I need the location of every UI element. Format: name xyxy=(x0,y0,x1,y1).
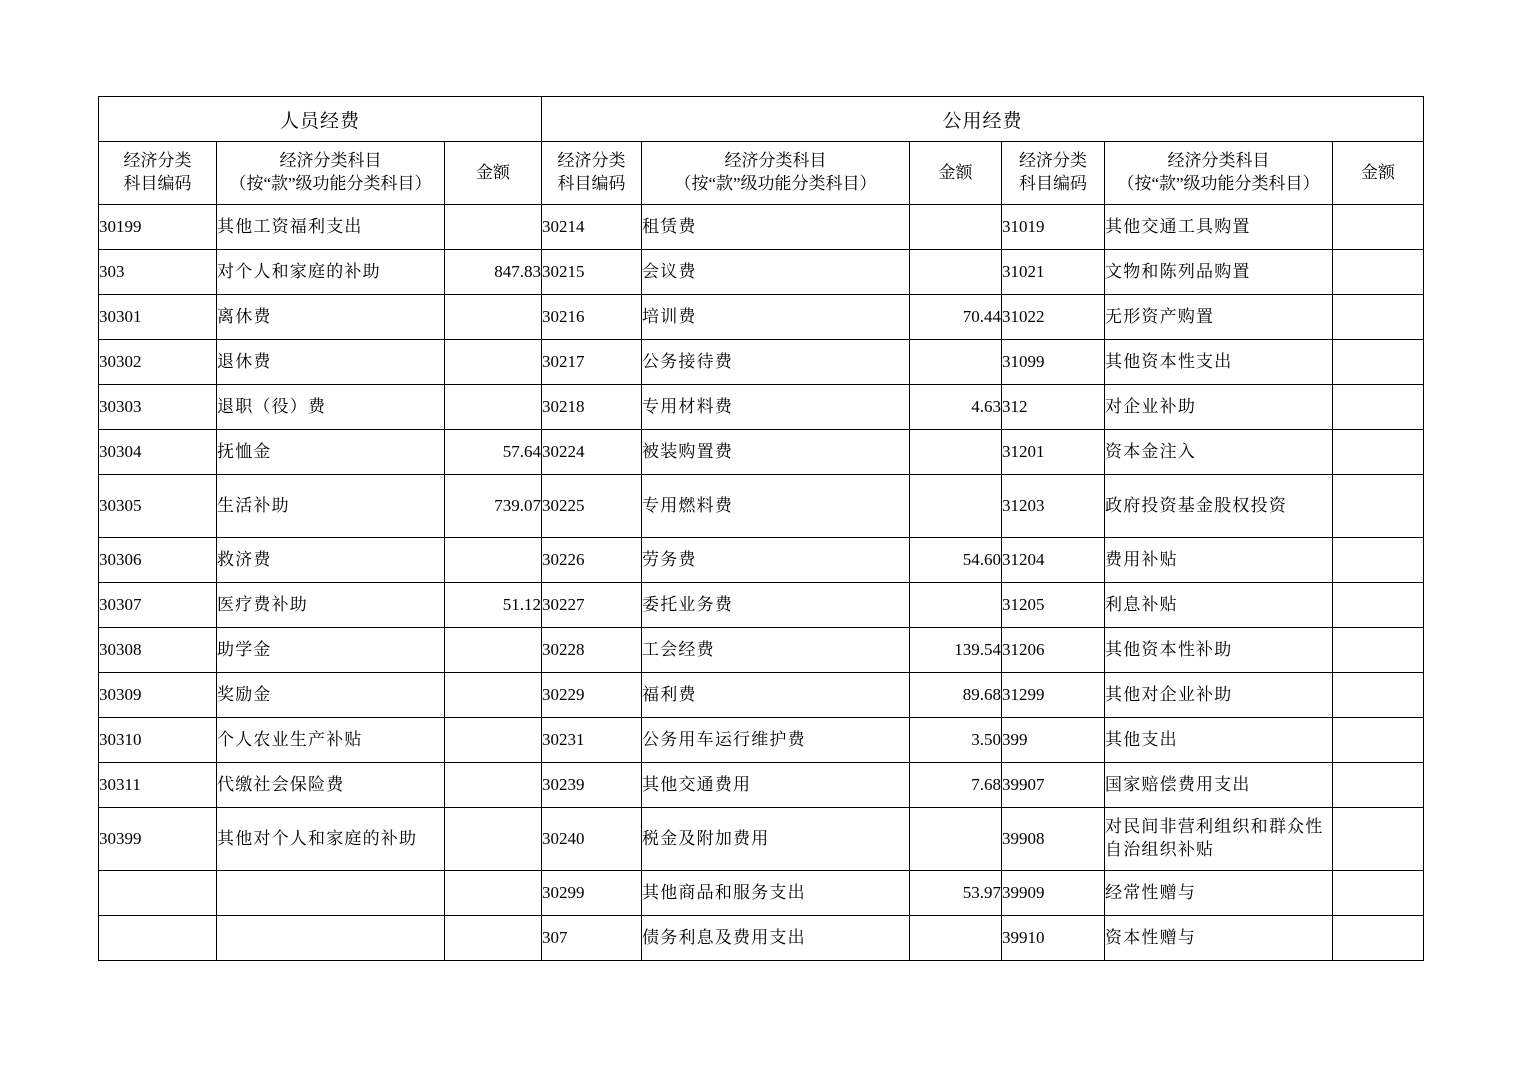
other-name-cell: 对企业补助 xyxy=(1105,385,1333,430)
personnel-name-cell: 生活补助 xyxy=(217,475,445,538)
other-code-cell: 312 xyxy=(1002,385,1105,430)
personnel-amount-cell xyxy=(445,205,542,250)
budget-table-container xyxy=(98,96,1423,961)
other-name-cell: 对民间非营利组织和群众性自治组织补贴 xyxy=(1105,808,1333,871)
group-header-personnel: 人员经费 xyxy=(99,97,542,142)
public-goods-name-cell: 租赁费 xyxy=(642,205,910,250)
table-row xyxy=(99,340,1424,385)
public-goods-name-cell: 福利费 xyxy=(642,673,910,718)
public-goods-amount-cell xyxy=(910,583,1002,628)
personnel-name-cell: 抚恤金 xyxy=(217,430,445,475)
personnel-code-cell: 30307 xyxy=(99,583,217,628)
other-name-cell: 无形资产购置 xyxy=(1105,295,1333,340)
personnel-name-cell xyxy=(217,916,445,961)
personnel-amount-cell xyxy=(445,718,542,763)
personnel-amount-cell xyxy=(445,628,542,673)
public-goods-amount-cell xyxy=(910,808,1002,871)
table-row xyxy=(99,916,1424,961)
col-header-name-3-line2: （按“款”级功能分类科目） xyxy=(1117,174,1320,193)
personnel-code-cell: 30311 xyxy=(99,763,217,808)
personnel-code-cell: 30308 xyxy=(99,628,217,673)
col-header-code-3-line1: 经济分类 xyxy=(1019,151,1088,171)
public-goods-name-cell: 其他商品和服务支出 xyxy=(642,871,910,916)
other-amount-cell xyxy=(1333,205,1424,250)
other-amount-cell xyxy=(1333,763,1424,808)
public-goods-name-cell: 培训费 xyxy=(642,295,910,340)
other-code-cell: 31099 xyxy=(1002,340,1105,385)
personnel-code-cell: 30303 xyxy=(99,385,217,430)
personnel-amount-cell xyxy=(445,673,542,718)
other-name-cell: 其他资本性补助 xyxy=(1105,628,1333,673)
public-goods-code-cell: 30224 xyxy=(542,430,642,475)
other-amount-cell xyxy=(1333,430,1424,475)
public-goods-code-cell: 30215 xyxy=(542,250,642,295)
other-amount-cell xyxy=(1333,871,1424,916)
table-row xyxy=(99,583,1424,628)
public-goods-name-cell: 专用材料费 xyxy=(642,385,910,430)
col-header-name-2-line1: 经济分类科目 xyxy=(724,151,827,171)
personnel-code-cell: 30199 xyxy=(99,205,217,250)
other-amount-cell xyxy=(1333,808,1424,871)
personnel-name-cell xyxy=(217,871,445,916)
personnel-name-cell: 离休费 xyxy=(217,295,445,340)
personnel-amount-cell xyxy=(445,538,542,583)
personnel-name-cell: 奖励金 xyxy=(217,673,445,718)
personnel-amount-cell: 57.64 xyxy=(445,430,542,475)
col-header-code-3-line2: 科目编码 xyxy=(1019,174,1088,193)
public-goods-amount-cell: 89.68 xyxy=(910,673,1002,718)
personnel-name-cell: 救济费 xyxy=(217,538,445,583)
other-name-cell: 文物和陈列品购置 xyxy=(1105,250,1333,295)
personnel-name-cell: 其他工资福利支出 xyxy=(217,205,445,250)
col-header-code-2 xyxy=(542,142,642,205)
other-amount-cell xyxy=(1333,250,1424,295)
col-header-name-2-line2: （按“款”级功能分类科目） xyxy=(674,174,877,193)
table-row xyxy=(99,385,1424,430)
public-goods-code-cell: 307 xyxy=(542,916,642,961)
other-name-cell: 其他对企业补助 xyxy=(1105,673,1333,718)
personnel-code-cell xyxy=(99,871,217,916)
personnel-code-cell: 30302 xyxy=(99,340,217,385)
public-goods-name-cell: 工会经费 xyxy=(642,628,910,673)
other-amount-cell xyxy=(1333,916,1424,961)
personnel-amount-cell: 51.12 xyxy=(445,583,542,628)
other-name-cell: 费用补贴 xyxy=(1105,538,1333,583)
public-goods-name-cell: 公务用车运行维护费 xyxy=(642,718,910,763)
other-code-cell: 31203 xyxy=(1002,475,1105,538)
other-code-cell: 39907 xyxy=(1002,763,1105,808)
col-header-code-1-line2: 科目编码 xyxy=(123,174,192,193)
personnel-code-cell: 303 xyxy=(99,250,217,295)
personnel-name-cell: 个人农业生产补贴 xyxy=(217,718,445,763)
personnel-code-cell: 30399 xyxy=(99,808,217,871)
other-amount-cell xyxy=(1333,385,1424,430)
public-goods-amount-cell xyxy=(910,205,1002,250)
public-goods-code-cell: 30239 xyxy=(542,763,642,808)
public-goods-code-cell: 30227 xyxy=(542,583,642,628)
other-code-cell: 31204 xyxy=(1002,538,1105,583)
public-goods-code-cell: 30231 xyxy=(542,718,642,763)
personnel-name-cell: 医疗费补助 xyxy=(217,583,445,628)
personnel-amount-cell xyxy=(445,340,542,385)
public-goods-code-cell: 30225 xyxy=(542,475,642,538)
group-header-public: 公用经费 xyxy=(542,97,1424,142)
personnel-amount-cell xyxy=(445,385,542,430)
other-amount-cell xyxy=(1333,538,1424,583)
table-row xyxy=(99,673,1424,718)
table-row xyxy=(99,295,1424,340)
table-subheader-row xyxy=(99,142,1424,205)
public-goods-amount-cell: 4.63 xyxy=(910,385,1002,430)
col-header-name-3-line1: 经济分类科目 xyxy=(1167,151,1270,171)
col-header-code-2-line2: 科目编码 xyxy=(557,174,626,193)
public-goods-code-cell: 30228 xyxy=(542,628,642,673)
public-goods-name-cell: 税金及附加费用 xyxy=(642,808,910,871)
table-row xyxy=(99,718,1424,763)
public-goods-code-cell: 30216 xyxy=(542,295,642,340)
table-body xyxy=(99,205,1424,961)
other-code-cell: 31019 xyxy=(1002,205,1105,250)
col-header-amount-1: 金额 xyxy=(445,142,542,205)
other-code-cell: 31205 xyxy=(1002,583,1105,628)
table-row xyxy=(99,250,1424,295)
other-code-cell: 31201 xyxy=(1002,430,1105,475)
public-goods-name-cell: 被装购置费 xyxy=(642,430,910,475)
other-name-cell: 经常性赠与 xyxy=(1105,871,1333,916)
table-row xyxy=(99,871,1424,916)
public-goods-name-cell: 公务接待费 xyxy=(642,340,910,385)
personnel-name-cell: 其他对个人和家庭的补助 xyxy=(217,808,445,871)
col-header-name-2 xyxy=(642,142,910,205)
other-name-cell: 利息补贴 xyxy=(1105,583,1333,628)
personnel-name-cell: 助学金 xyxy=(217,628,445,673)
public-goods-code-cell: 30226 xyxy=(542,538,642,583)
budget-table xyxy=(98,96,1424,961)
other-code-cell: 31021 xyxy=(1002,250,1105,295)
other-code-cell: 31206 xyxy=(1002,628,1105,673)
other-name-cell: 其他交通工具购置 xyxy=(1105,205,1333,250)
other-name-cell: 资本金注入 xyxy=(1105,430,1333,475)
other-amount-cell xyxy=(1333,295,1424,340)
col-header-code-3 xyxy=(1002,142,1105,205)
personnel-code-cell: 30305 xyxy=(99,475,217,538)
personnel-name-cell: 代缴社会保险费 xyxy=(217,763,445,808)
table-row xyxy=(99,205,1424,250)
other-name-cell: 国家赔偿费用支出 xyxy=(1105,763,1333,808)
other-name-cell: 资本性赠与 xyxy=(1105,916,1333,961)
personnel-name-cell: 退职（役）费 xyxy=(217,385,445,430)
other-code-cell: 399 xyxy=(1002,718,1105,763)
public-goods-amount-cell xyxy=(910,340,1002,385)
other-name-cell: 其他支出 xyxy=(1105,718,1333,763)
public-goods-amount-cell xyxy=(910,916,1002,961)
personnel-code-cell: 30309 xyxy=(99,673,217,718)
personnel-name-cell: 退休费 xyxy=(217,340,445,385)
col-header-name-3 xyxy=(1105,142,1333,205)
col-header-code-1 xyxy=(99,142,217,205)
personnel-code-cell: 30301 xyxy=(99,295,217,340)
public-goods-name-cell: 委托业务费 xyxy=(642,583,910,628)
personnel-code-cell: 30306 xyxy=(99,538,217,583)
other-code-cell: 31299 xyxy=(1002,673,1105,718)
personnel-amount-cell: 739.07 xyxy=(445,475,542,538)
other-amount-cell xyxy=(1333,475,1424,538)
other-code-cell: 39909 xyxy=(1002,871,1105,916)
public-goods-amount-cell xyxy=(910,430,1002,475)
col-header-name-1-line1: 经济分类科目 xyxy=(279,151,382,171)
public-goods-amount-cell: 70.44 xyxy=(910,295,1002,340)
other-name-cell: 政府投资基金股权投资 xyxy=(1105,475,1333,538)
other-code-cell: 31022 xyxy=(1002,295,1105,340)
public-goods-amount-cell xyxy=(910,475,1002,538)
personnel-amount-cell xyxy=(445,871,542,916)
col-header-name-1 xyxy=(217,142,445,205)
other-amount-cell xyxy=(1333,673,1424,718)
table-row xyxy=(99,538,1424,583)
public-goods-amount-cell: 139.54 xyxy=(910,628,1002,673)
table-row xyxy=(99,628,1424,673)
personnel-code-cell xyxy=(99,916,217,961)
personnel-amount-cell xyxy=(445,295,542,340)
personnel-amount-cell xyxy=(445,916,542,961)
table-row xyxy=(99,763,1424,808)
public-goods-code-cell: 30229 xyxy=(542,673,642,718)
other-amount-cell xyxy=(1333,340,1424,385)
personnel-code-cell: 30304 xyxy=(99,430,217,475)
public-goods-code-cell: 30217 xyxy=(542,340,642,385)
public-goods-amount-cell: 53.97 xyxy=(910,871,1002,916)
public-goods-code-cell: 30214 xyxy=(542,205,642,250)
personnel-amount-cell xyxy=(445,808,542,871)
table-header xyxy=(99,97,1424,205)
public-goods-code-cell: 30299 xyxy=(542,871,642,916)
table-row xyxy=(99,475,1424,538)
other-amount-cell xyxy=(1333,628,1424,673)
public-goods-code-cell: 30240 xyxy=(542,808,642,871)
col-header-amount-3: 金额 xyxy=(1333,142,1424,205)
public-goods-code-cell: 30218 xyxy=(542,385,642,430)
personnel-amount-cell: 847.83 xyxy=(445,250,542,295)
other-code-cell: 39910 xyxy=(1002,916,1105,961)
public-goods-name-cell: 债务利息及费用支出 xyxy=(642,916,910,961)
personnel-amount-cell xyxy=(445,763,542,808)
table-group-header-row xyxy=(99,97,1424,142)
other-amount-cell xyxy=(1333,583,1424,628)
other-code-cell: 39908 xyxy=(1002,808,1105,871)
col-header-name-1-line2: （按“款”级功能分类科目） xyxy=(229,174,432,193)
personnel-code-cell: 30310 xyxy=(99,718,217,763)
public-goods-name-cell: 会议费 xyxy=(642,250,910,295)
table-row xyxy=(99,808,1424,871)
public-goods-amount-cell: 3.50 xyxy=(910,718,1002,763)
col-header-code-1-line1: 经济分类 xyxy=(123,151,192,171)
personnel-name-cell: 对个人和家庭的补助 xyxy=(217,250,445,295)
public-goods-amount-cell: 7.68 xyxy=(910,763,1002,808)
table-row xyxy=(99,430,1424,475)
public-goods-name-cell: 专用燃料费 xyxy=(642,475,910,538)
public-goods-amount-cell xyxy=(910,250,1002,295)
col-header-amount-2: 金额 xyxy=(910,142,1002,205)
col-header-code-2-line1: 经济分类 xyxy=(557,151,626,171)
public-goods-name-cell: 其他交通费用 xyxy=(642,763,910,808)
other-name-cell: 其他资本性支出 xyxy=(1105,340,1333,385)
public-goods-name-cell: 劳务费 xyxy=(642,538,910,583)
other-amount-cell xyxy=(1333,718,1424,763)
public-goods-amount-cell: 54.60 xyxy=(910,538,1002,583)
